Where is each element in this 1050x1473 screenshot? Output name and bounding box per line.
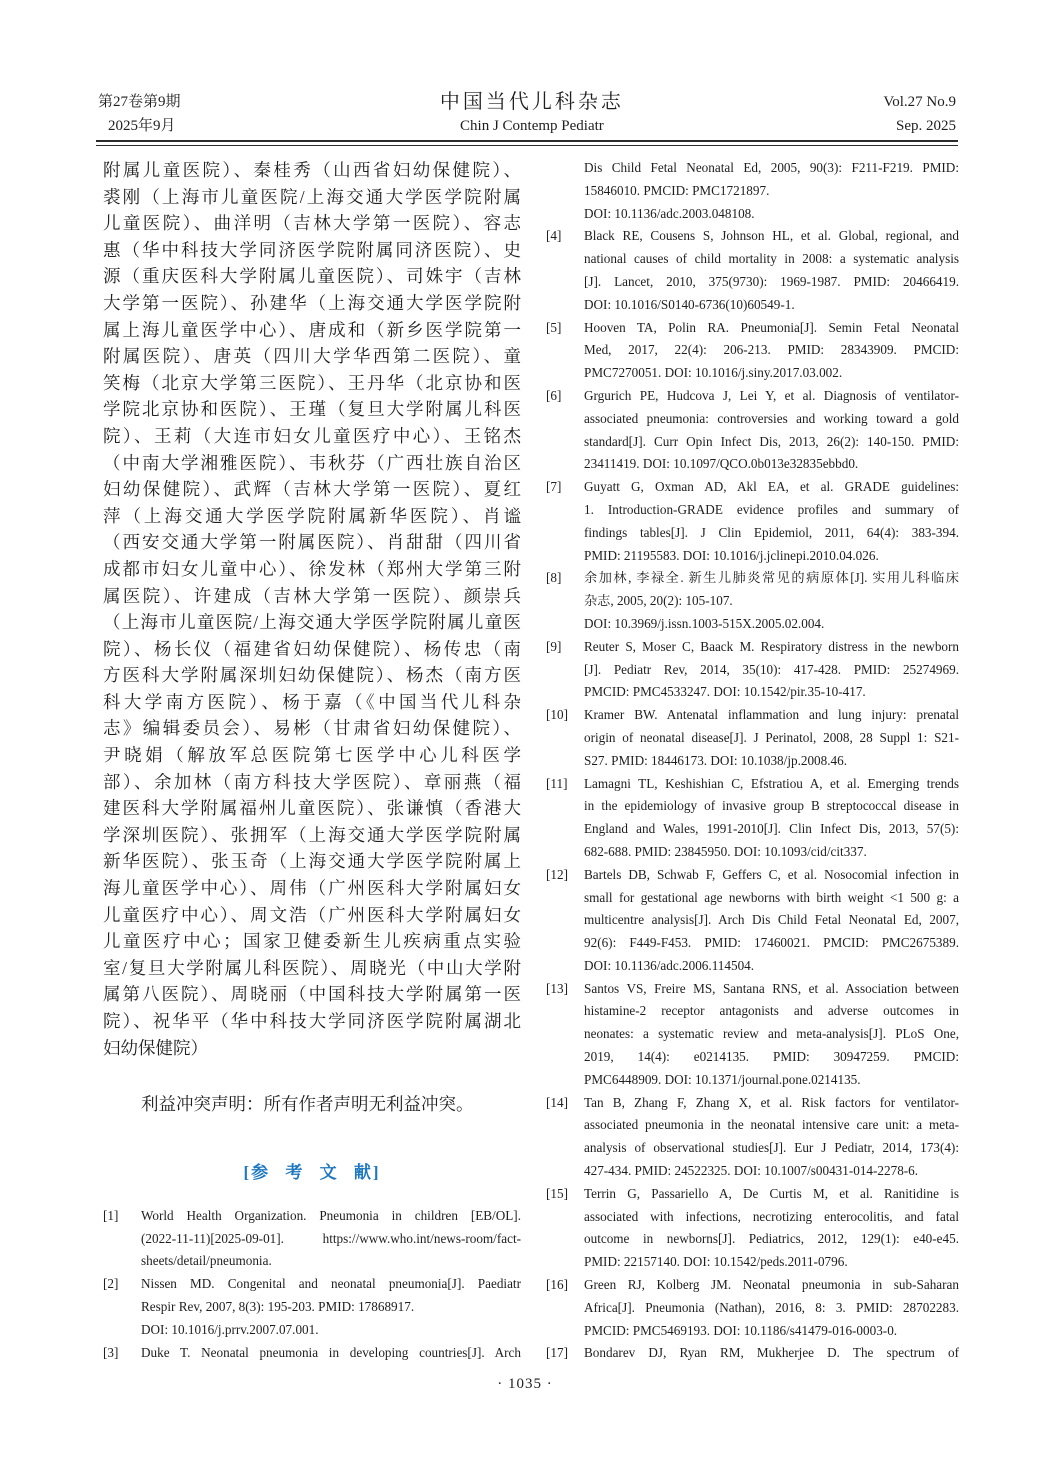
reference-text: [584, 317, 959, 385]
reference-line: Black RE, Cousens S, Johnson HL, et al. Global, regional, and: [584, 228, 959, 244]
affiliation-line: 属第八医院）、周晓丽（中国科技大学附属第一医: [103, 984, 521, 1005]
reference-line: PMID: 22157140. DOI: 10.1542/peds.2011-0796.: [584, 1254, 848, 1270]
reference-number: [11]: [546, 775, 568, 791]
reference-number: [1]: [103, 1207, 119, 1223]
affiliation-line: 志》编辑委员会）、易彬（甘肃省妇幼保健院）、: [103, 718, 521, 739]
affiliation-line: 学院北京协和医院）、王瑾（复旦大学附属儿科医: [103, 399, 521, 420]
reference-item: [103, 1273, 521, 1341]
reference-number: [3]: [103, 1344, 119, 1360]
reference-line: 92(6): F449-F453. PMID: 17460021. PMCID: PMC2675389.: [584, 935, 959, 951]
reference-item: [546, 1342, 959, 1365]
left-column: [103, 157, 521, 1365]
reference-text: [584, 157, 959, 225]
reference-text: [584, 225, 959, 316]
reference-item: [546, 773, 959, 864]
affiliation-line: 儿童医疗中心；国家卫健委新生儿疾病重点实验: [103, 931, 521, 952]
reference-number: [9]: [546, 638, 562, 654]
reference-line: origin of neonatal disease[J]. J Perinatol, 2008, 28 Suppl 1: S21-: [584, 729, 959, 745]
affiliation-line: 惠（华中科技大学同济医学院附属同济医院）、史: [103, 239, 521, 260]
affiliation-line: 科大学南方医院）、杨于嘉（《中国当代儿科杂: [103, 691, 521, 712]
reference-item: [103, 1205, 521, 1273]
affiliation-line: 尹晓娟（解放军总医院第七医学中心儿科医学: [103, 745, 521, 766]
reference-item: [546, 157, 959, 225]
reference-number: [13]: [546, 980, 568, 996]
reference-line: PMID: 21195583. DOI: 10.1016/j.jclinepi.2010.04.026.: [584, 547, 879, 563]
reference-line: World Health Organization. Pneumonia in children [EB/OL].: [141, 1207, 521, 1223]
reference-line: associated with infections, necrotizing enterocolitis, and fatal: [584, 1208, 959, 1224]
reference-line: England and Wales, 1991-2010[J]. Clin Infect Dis, 2013, 57(5):: [584, 821, 959, 837]
references-heading: [参 考 文 献]: [243, 1162, 381, 1182]
reference-line: Africa[J]. Pneumonia (Nathan), 2016, 8: 3. PMID: 28702283.: [584, 1299, 959, 1315]
reference-number: [14]: [546, 1094, 568, 1110]
affiliation-line: （中南大学湘雅医院）、韦秋芬（广西壮族自治区: [103, 452, 521, 473]
reference-line: PMC6448909. DOI: 10.1371/journal.pone.0214135.: [584, 1071, 861, 1087]
affiliation-line: 室/复旦大学附属儿科医院）、周晓光（中山大学附: [103, 957, 521, 978]
reference-line: Santos VS, Freire MS, Santana RNS, et al. Association between: [584, 980, 959, 996]
reference-number: [17]: [546, 1345, 568, 1361]
reference-line: DOI: 10.1136/adc.2006.114504.: [584, 957, 755, 973]
reference-item: [546, 567, 959, 635]
volume-issue-cn: 第27卷第9期: [98, 94, 181, 110]
reference-line: Nissen MD. Congenital and neonatal pneumonia[J]. Paediatr: [141, 1276, 521, 1292]
reference-line: PMC7270051. DOI: 10.1016/j.siny.2017.03.002.: [584, 365, 843, 381]
reference-line: national causes of child mortality in 2008: a systematic analysis: [584, 251, 959, 267]
reference-item: [546, 978, 959, 1092]
reference-line: associated pneumonia: controversies and working toward a gold: [584, 410, 959, 426]
right-column: [546, 157, 959, 1365]
affiliation-line: 裘刚（上海市儿童医院/上海交通大学医学院附属: [103, 186, 521, 207]
affiliation-line: 附属医院）、唐英（四川大学华西第二医院）、童: [103, 346, 521, 367]
reference-number: [12]: [546, 866, 568, 882]
reference-number: [5]: [546, 319, 562, 335]
reference-text: [584, 385, 959, 476]
reference-line: in the epidemiology of invasive group B streptococcal disease in: [584, 798, 959, 814]
reference-text: [584, 773, 959, 864]
affiliation-line: 笑梅（北京大学第三医院）、王丹华（北京协和医: [103, 372, 521, 393]
journal-title-cn: 中国当代儿科杂志: [439, 91, 624, 113]
affiliation-line: 儿童医疗中心）、周文浩（广州医科大学附属妇女: [103, 904, 521, 925]
journal-title-en: Chin J Contemp Pediatr: [460, 118, 604, 134]
affiliation-line: （西安交通大学第一附属医院）、肖甜甜（四川省: [103, 532, 521, 553]
page-number: · 1035 ·: [497, 1376, 553, 1392]
reference-line: [J]. Lancet, 2010, 375(9730): 1969-1987. PMID: 20466419.: [584, 273, 959, 289]
reference-line: Lamagni TL, Keshishian C, Efstratiou A, et al. Emerging trends: [584, 775, 959, 791]
reference-line: Terrin G, Passariello A, De Curtis M, et al. Ranitidine is: [584, 1185, 959, 1201]
reference-item: [546, 225, 959, 316]
reference-number: [6]: [546, 387, 562, 403]
reference-item: [546, 704, 959, 772]
reference-line: 余加林, 李禄全. 新生儿肺炎常见的病原体[J]. 实用儿科临床: [584, 570, 959, 586]
reference-line: [J]. Pediatr Rev, 2014, 35(10): 417-428. PMID: 25274969.: [584, 661, 959, 677]
affiliation-line: 院）、王莉（大连市妇女儿童医疗中心）、王铭杰: [103, 425, 521, 446]
reference-item: [546, 1092, 959, 1183]
author-affiliations: [103, 157, 521, 1061]
reference-text: [584, 636, 959, 704]
affiliation-line: 新华医院）、张玉奇（上海交通大学医学院附属上: [103, 851, 521, 872]
reference-item: [546, 636, 959, 704]
reference-line: findings tables[J]. J Clin Epidemiol, 2011, 64(4): 383-394.: [584, 524, 959, 540]
reference-text: [584, 978, 959, 1092]
reference-number: [7]: [546, 479, 562, 495]
affiliation-line: 属医院）、许建成（吉林大学第一医院）、颜崇兵: [103, 585, 521, 606]
reference-line: 2019, 14(4): e0214135. PMID: 30947259. PMCID:: [584, 1049, 959, 1065]
reference-line: analysis of observational studies[J]. Eur J Pediatr, 2014, 173(4):: [584, 1140, 959, 1156]
reference-line: Respir Rev, 2007, 8(3): 195-203. PMID: 17868917.: [141, 1298, 415, 1314]
reference-line: sheets/detail/pneumonia.: [141, 1253, 272, 1269]
reference-number: [8]: [546, 570, 562, 586]
reference-text: [141, 1205, 521, 1273]
reference-line: multicentre analysis[J]. Arch Dis Child Fetal Neonatal Ed, 2007,: [584, 912, 959, 928]
reference-line: Bondarev DJ, Ryan RM, Mukherjee D. The spectrum of: [584, 1345, 959, 1361]
conflict-of-interest-statement: 利益冲突声明：所有作者声明无利益冲突。: [141, 1094, 474, 1115]
header-divider: [96, 140, 958, 146]
reference-line: S27. PMID: 18446173. DOI: 10.1038/jp.2008.46.: [584, 752, 848, 768]
reference-line: Reuter S, Moser C, Baack M. Respiratory distress in the newborn: [584, 638, 959, 654]
affiliation-line: 大学第一医院）、孙建华（上海交通大学医学院附: [103, 292, 521, 313]
affiliation-line: 附属儿童医院）、秦桂秀（山西省妇幼保健院）、: [103, 160, 521, 180]
reference-number: [2]: [103, 1276, 119, 1292]
reference-text: [141, 1342, 521, 1365]
reference-text: [584, 1183, 959, 1274]
reference-line: Kramer BW. Antenatal inflammation and lung injury: prenatal: [584, 707, 959, 723]
date-en: Sep. 2025: [895, 118, 956, 134]
reference-line: DOI: 10.3969/j.issn.1003-515X.2005.02.004.: [584, 615, 825, 631]
references-list-right: [546, 157, 959, 1365]
reference-item: [546, 385, 959, 476]
affiliation-line: 源（重庆医科大学附属儿童医院）、司姝宇（吉林: [103, 266, 521, 287]
references-list-left: [103, 1205, 521, 1365]
reference-line: Grgurich PE, Hudcova J, Lei Y, et al. Diagnosis of ventilator-: [584, 387, 959, 403]
reference-text: [584, 704, 959, 772]
reference-item: [546, 476, 959, 567]
reference-line: PMCID: PMC5469193. DOI: 10.1186/s41479-016-0003-0.: [584, 1322, 898, 1338]
page-header: [98, 90, 956, 138]
affiliation-line: 学深圳医院）、张拥军（上海交通大学医学院附属: [103, 824, 521, 845]
affiliation-line: 萍（上海交通大学医学院附属新华医院）、肖谧: [103, 505, 521, 526]
affiliation-line: （上海市儿童医院/上海交通大学医学院附属儿童医: [103, 612, 521, 633]
reference-text: [584, 864, 959, 978]
reference-number: [15]: [546, 1185, 568, 1201]
reference-line: 杂志, 2005, 20(2): 105-107.: [584, 593, 733, 609]
reference-line: Dis Child Fetal Neonatal Ed, 2005, 90(3): F211-F219. PMID:: [584, 160, 959, 175]
reference-line: Bartels DB, Schwab F, Geffers C, et al. Nosocomial infection in: [584, 866, 959, 882]
reference-text: [584, 476, 959, 567]
reference-text: [584, 567, 959, 635]
reference-line: Med, 2017, 22(4): 206-213. PMID: 28343909. PMCID:: [584, 342, 959, 358]
affiliation-line: 院）、杨长仪（福建省妇幼保健院）、杨传忠（南: [103, 638, 521, 659]
reference-line: 682-688. PMID: 23845950. DOI: 10.1093/cid/cit337.: [584, 843, 867, 859]
affiliation-line: 海儿童医学中心）、周伟（广州医科大学附属妇女: [103, 878, 521, 899]
reference-number: [4]: [546, 228, 562, 244]
reference-number: [16]: [546, 1277, 568, 1293]
affiliation-line: 部）、余加林（南方科技大学医院）、章丽燕（福: [103, 771, 521, 792]
affiliation-line: 妇幼保健院）、武辉（吉林大学第一医院）、夏红: [103, 479, 521, 500]
reference-line: Hooven TA, Polin RA. Pneumonia[J]. Semin Fetal Neonatal: [584, 319, 959, 335]
header-center: [440, 90, 624, 137]
reference-item: [546, 317, 959, 385]
reference-number: [10]: [546, 707, 568, 723]
reference-line: histamine-2 receptor antagonists and adverse outcomes in: [584, 1003, 959, 1019]
header-left: [98, 90, 181, 138]
reference-line: outcome in newborns[J]. Pediatrics, 2012, 129(1): e40-e45.: [584, 1231, 959, 1247]
reference-line: 23411419. DOI: 10.1097/QCO.0b013e32835ebbd0.: [584, 456, 859, 472]
reference-line: DOI: 10.1016/j.prrv.2007.07.001.: [141, 1321, 319, 1337]
reference-line: Tan B, Zhang F, Zhang X, et al. Risk factors for ventilator-: [584, 1094, 959, 1110]
reference-text: [584, 1092, 959, 1183]
reference-line: DOI: 10.1136/adc.2003.048108.: [584, 205, 755, 221]
page-body: [103, 157, 959, 1365]
reference-item: [546, 1183, 959, 1274]
affiliation-line: 院）、祝华平（华中科技大学同济医学院附属湖北: [103, 1011, 521, 1031]
date-cn: 2025年9月: [108, 118, 176, 134]
reference-line: (2022-11-11)[2025-09-01]. https://www.who.int/news-room/fact-: [141, 1230, 521, 1246]
affiliation-line: 儿童医院）、曲洋明（吉林大学第一医院）、容志: [103, 213, 521, 234]
reference-line: 427-434. PMID: 24522325. DOI: 10.1007/s00431-014-2278-6.: [584, 1163, 919, 1179]
reference-line: DOI: 10.1016/S0140-6736(10)60549-1.: [584, 296, 795, 312]
reference-line: associated pneumonia in the neonatal intensive care unit: a meta-: [584, 1117, 959, 1133]
reference-line: standard[J]. Curr Opin Infect Dis, 2013, 26(2): 140-150. PMID:: [584, 433, 959, 449]
reference-line: Duke T. Neonatal pneumonia in developing countries[J]. Arch: [141, 1344, 521, 1360]
reference-line: PMCID: PMC4533247. DOI: 10.1542/pir.35-10-417.: [584, 684, 866, 700]
affiliation-line: 属上海儿童医学中心）、唐成和（新乡医学院第一: [103, 319, 521, 340]
reference-line: Green RJ, Kolberg JM. Neonatal pneumonia in sub-Saharan: [584, 1277, 959, 1293]
reference-line: neonates: a systematic review and meta-analysis[J]. PLoS One,: [584, 1026, 959, 1042]
affiliation-line: 妇幼保健院）: [103, 1037, 208, 1058]
reference-text: [584, 1274, 959, 1342]
reference-line: small for gestational age newborns with birth weight <1 500 g: a: [584, 889, 959, 905]
reference-item: [103, 1342, 521, 1365]
affiliation-line: 方医科大学附属深圳妇幼保健院）、杨杰（南方医: [103, 665, 521, 686]
reference-line: 15846010. PMCID: PMC1721897.: [584, 182, 770, 198]
reference-item: [546, 1274, 959, 1342]
reference-line: 1. Introduction-GRADE evidence profiles and summary of: [584, 501, 959, 517]
affiliation-line: 建医科大学附属福州儿童医院）、张谦慎（香港大: [103, 798, 521, 819]
reference-text: [141, 1273, 521, 1341]
reference-text: [584, 1342, 959, 1365]
volume-issue-en: Vol.27 No.9: [883, 94, 956, 110]
reference-item: [546, 864, 959, 978]
reference-line: Guyatt G, Oxman AD, Akl EA, et al. GRADE guidelines:: [584, 479, 959, 495]
affiliation-line: 成都市妇女儿童中心）、徐发林（郑州大学第三附: [103, 558, 521, 579]
header-right: [883, 90, 956, 138]
